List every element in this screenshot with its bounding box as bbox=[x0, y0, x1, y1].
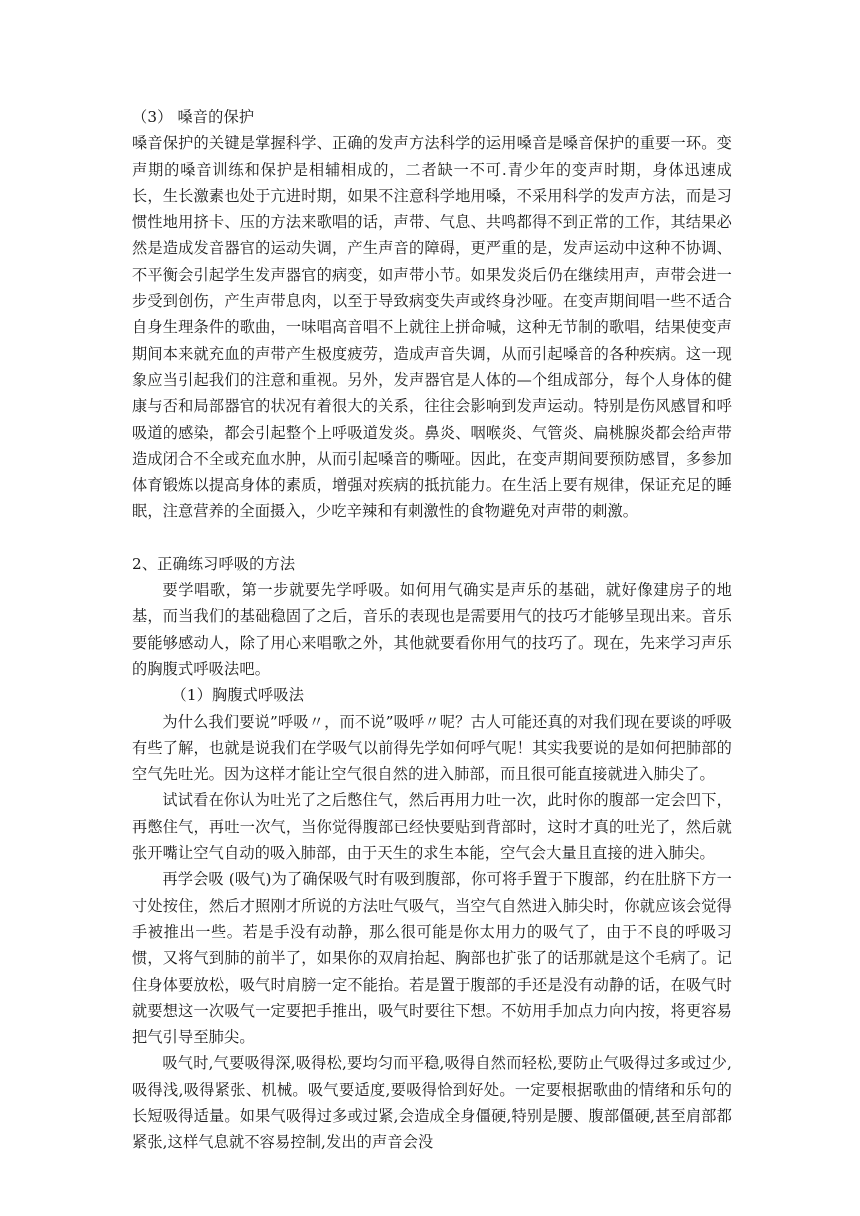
section-heading-breathing: 2、正确练习呼吸的方法 bbox=[132, 554, 296, 573]
paragraph-breathing-3: 再学会吸 (吸气)为了确保吸气时有吸到腹部，你可将手置于下腹部，约在肚脐下方一寸处按住，然后才照刚才所说的方法吐气吸气，当空气自然进入肺尖时，你就应该会觉得手被推出一些。若是手没有动静，那么很可能是你太用力的吸气了，由于不良的呼吸习惯，又将气到肺的前半了，如果你的双肩抬起、胸部也扩张了的话那就是这个毛病了。记住身体要放松，吸气时肩膀一定不能抬。若是置于腹部的手还是没有动静的话，在吸气时就要想这一次吸气一定要把手推出，吸气时要往下想。不妨用手加点力向内按，将更容易把气引导至肺尖。 bbox=[132, 870, 732, 1047]
paragraph-gap bbox=[132, 525, 732, 551]
sub-heading-chest-abdominal-breathing: （1）胸腹式呼吸法 bbox=[171, 686, 305, 705]
section-heading-voice-protection: （3） 嗓音的保护 bbox=[132, 108, 255, 126]
paragraph-breathing-4: 吸气时,气要吸得深,吸得松,要均匀而平稳,吸得自然而轻松,要防止气吸得过多或过少,吸得浅,吸得紧张、机械。吸气要适度,要吸得恰到好处。一定要根据歌曲的情绪和乐句的长短吸得适量。如果气吸得过多或过紧,会造成全身僵硬,特别是腰、腹部僵硬,甚至肩部都紧张,这样气息就不容易控制,发出的声音会没 bbox=[132, 1054, 732, 1152]
document-page bbox=[132, 104, 732, 1156]
paragraph-breathing-2: 试试看在你认为吐光了之后憋住气，然后再用力吐一次，此时你的腹部一定会凹下，再憋住气，再吐一次气，当你觉得腹部已经快要贴到背部时，这时才真的吐光了，然后就张开嘴让空气自动的吸入肺部，由于天生的求生本能，空气会大量且直接的进入肺尖。 bbox=[132, 791, 732, 863]
paragraph-voice-protection: 嗓音保护的关键是掌握科学、正确的发声方法科学的运用嗓音是嗓音保护的重要一环。变声期的嗓音训练和保护是相辅相成的，二者缺一不可.青少年的变声时期，身体迅速成长，生长激素也处于亢进时期，如果不注意科学地用嗓，不采用科学的发声方法，而是习惯性地用挤卡、压的方法来歌唱的话，声带、气息、共鸣都得不到正常的工作，其结果必然是造成发音器官的运动失调，产生声音的障碍，更严重的是，发声运动中这种不协调、不平衡会引起学生发声器官的病变，如声带小节。如果发炎后仍在继续用声，声带会进一步受到创伤，产生声带息肉，以至于导致病变失声或终身沙哑。在变声期间唱一些不适合自身生理条件的歌曲，一味唱高音唱不上就往上拼命喊，这种无节制的歌唱，结果使变声期间本来就充血的声带产生极度疲劳，造成声音失调，从而引起嗓音的各种疾病。这一现象应当引起我们的注意和重视。另外，发声器官是人体的—个组成部分，每个人身体的健康与否和局部器官的状况有着很大的关系，往往会影响到发声运动。特别是伤风感冒和呼吸道的感染，都会引起整个上呼吸道发炎。鼻炎、咽喉炎、气管炎、扁桃腺炎都会给声带造成闭合不全或充血水肿，从而引起嗓音的嘶哑。因此，在变声期间要预防感冒，多参加体育锻炼以提高身体的素质，增强对疾病的抵抗能力。在生活上要有规律，保证充足的睡眠，注意营养的全面摄入，少吃辛辣和有刺激性的食物避免对声带的刺激。 bbox=[132, 134, 732, 521]
paragraph-breathing-1: 为什么我们要说”呼吸〃，而不说”吸呼〃呢？古人可能还真的对我们现在要谈的呼吸有些了解，也就是说我们在学吸气以前得先学如何呼气呢！其实我要说的是如何把肺部的空气先吐光。因为这样才能让空气很自然的进入肺部，而且很可能直接就进入肺尖了。 bbox=[132, 712, 732, 784]
paragraph-breathing-intro: 要学唱歌，第一步就要先学呼吸。如何用气确实是声乐的基础，就好像建房子的地基，而当我们的基础稳固了之后，音乐的表现也是需要用气的技巧才能够呈现出来。音乐要能够感动人，除了用心来唱歌之外，其他就要看你用气的技巧了。现在，先来学习声乐的胸腹式呼吸法吧。 bbox=[132, 581, 732, 678]
